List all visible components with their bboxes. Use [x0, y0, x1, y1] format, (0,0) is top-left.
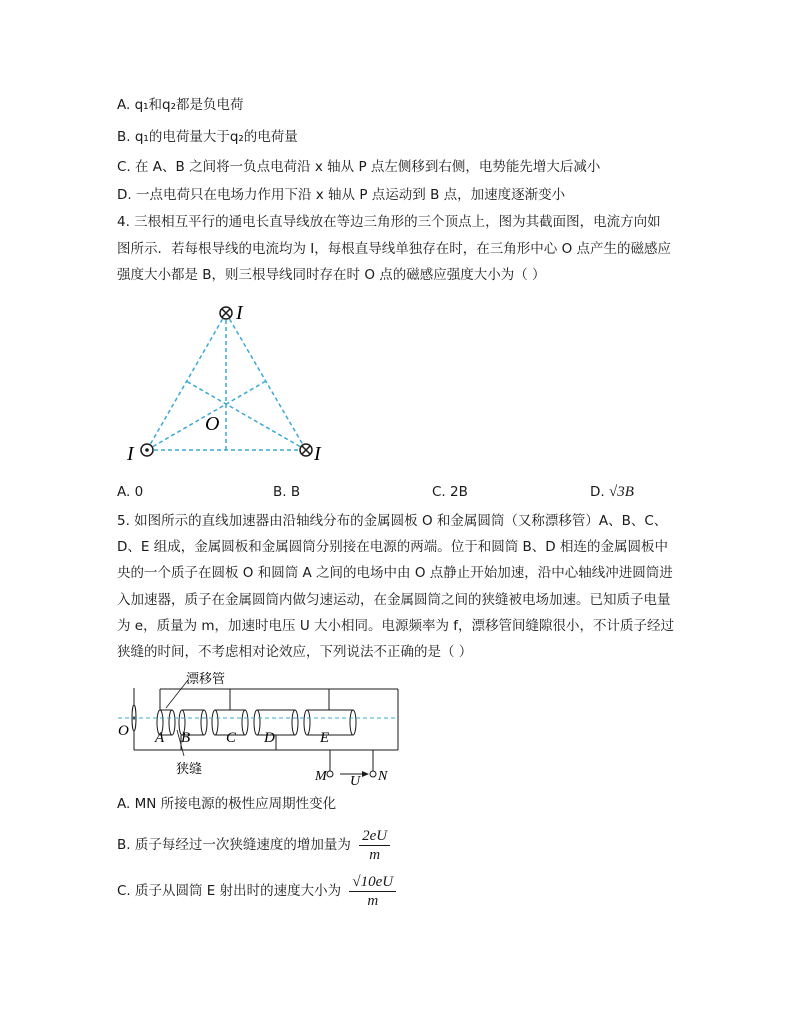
q5-stem-line-1: 5. 如图所示的直线加速器由沿轴线分布的金属圆板 O 和金属圆筒（又称漂移管）A、B、C、	[117, 513, 668, 529]
label-right-current: I	[314, 443, 321, 465]
triangle-wire-figure	[0, 295, 794, 495]
q3-option-c: C. 在 A、B 之间将一负点电荷沿 x 轴从 P 点左侧移到右侧，电势能先增大后减小	[117, 159, 601, 175]
q5-stem-line-3: 央的一个质子在圆板 O 和圆筒 A 之间的电场中由 O 点静止开始加速，沿中心轴线冲进圆筒进	[117, 565, 673, 581]
wire-left-out-of-page-icon	[141, 444, 153, 456]
q5-option-b-fraction	[359, 827, 390, 864]
label-tube-e: E	[320, 730, 330, 746]
label-drift-tube: 漂移管	[186, 671, 226, 686]
label-m: M	[315, 769, 327, 784]
terminal-m	[327, 771, 333, 777]
label-tube-d: D	[264, 730, 275, 746]
q4-option-b: B. B	[273, 484, 301, 500]
q5-option-c	[117, 872, 396, 910]
q4-option-d	[590, 482, 634, 502]
q5-option-c-fraction	[349, 873, 396, 910]
label-tube-a: A	[155, 730, 165, 746]
q5-option-c-numerator: √10eU	[349, 873, 396, 892]
label-top-current: I	[236, 302, 243, 324]
label-plate-o: O	[118, 723, 129, 739]
label-gap: 狭缝	[176, 761, 203, 776]
q5-stem-line-5: 为 e，质量为 m，加速时电压 U 大小相同。电源频率为 f，漂移管间缝隙很小，不计质子经过	[117, 618, 675, 634]
label-tube-b: B	[181, 730, 191, 746]
q5-option-a: A. MN 所接电源的极性应周期性变化	[117, 796, 337, 812]
label-n: N	[378, 769, 388, 784]
q4-option-d-prefix: D.	[590, 484, 605, 500]
q4-stem-line-2: 图所示．若每根导线的电流均为 I，每根直导线单独存在时，在三角形中心 O 点产生的磁感应	[117, 241, 671, 257]
q5-option-c-denominator: m	[367, 892, 379, 909]
q5-stem-line-4: 入加速器，质子在金属圆筒内做匀速运动，在金属圆筒之间的狭缝被电场加速。已知质子电量	[117, 592, 671, 608]
q4-option-c: C. 2B	[432, 484, 468, 500]
q4-option-d-value: √3B	[608, 484, 634, 500]
q5-stem-line-2: D、E 组成，金属圆板和金属圆筒分别接在电源的两端。位于和圆筒 B、D 相连的金属圆板中	[117, 539, 668, 555]
triangle-side-right	[226, 313, 306, 450]
wire-right-into-page-icon	[300, 444, 312, 456]
q5-option-c-text: C. 质子从圆筒 E 射出时的速度大小为	[117, 883, 342, 899]
q5-stem-line-6: 狭缝的时间，不考虑相对论效应，下列说法不正确的是（ ）	[117, 644, 473, 660]
label-center-o: O	[205, 413, 220, 435]
drift-tube-e	[304, 710, 356, 735]
q4-option-a: A. 0	[117, 484, 144, 500]
q5-option-b	[117, 826, 390, 864]
q4-stem-line-3: 强度大小都是 B，则三根导线同时存在时 O 点的磁感应强度大小为（ ）	[117, 267, 546, 283]
drift-tube-d	[254, 710, 298, 735]
q5-option-b-denominator: m	[369, 846, 381, 863]
q5-option-b-numerator: 2eU	[359, 827, 390, 846]
label-left-current: I	[127, 443, 134, 465]
q3-option-b: B. q₁的电荷量大于q₂的电荷量	[117, 129, 298, 145]
q3-option-d: D. 一点电荷只在电场力作用下沿 x 轴从 P 点运动到 B 点，加速度逐渐变小	[117, 187, 566, 203]
label-tube-c: C	[226, 730, 237, 746]
q4-stem-line-1: 4. 三根相互平行的通电长直导线放在等边三角形的三个顶点上，图为其截面图，电流方向如	[117, 214, 661, 230]
linear-accelerator-figure	[0, 665, 794, 785]
median-right	[186, 381, 306, 450]
q3-option-a: A. q₁和q₂都是负电荷	[117, 97, 244, 113]
wire-top-into-page-icon	[220, 307, 232, 319]
terminal-n	[370, 771, 376, 777]
label-voltage-u: U	[350, 774, 361, 785]
q5-option-b-text: B. 质子每经过一次狭缝速度的增加量为	[117, 837, 351, 853]
